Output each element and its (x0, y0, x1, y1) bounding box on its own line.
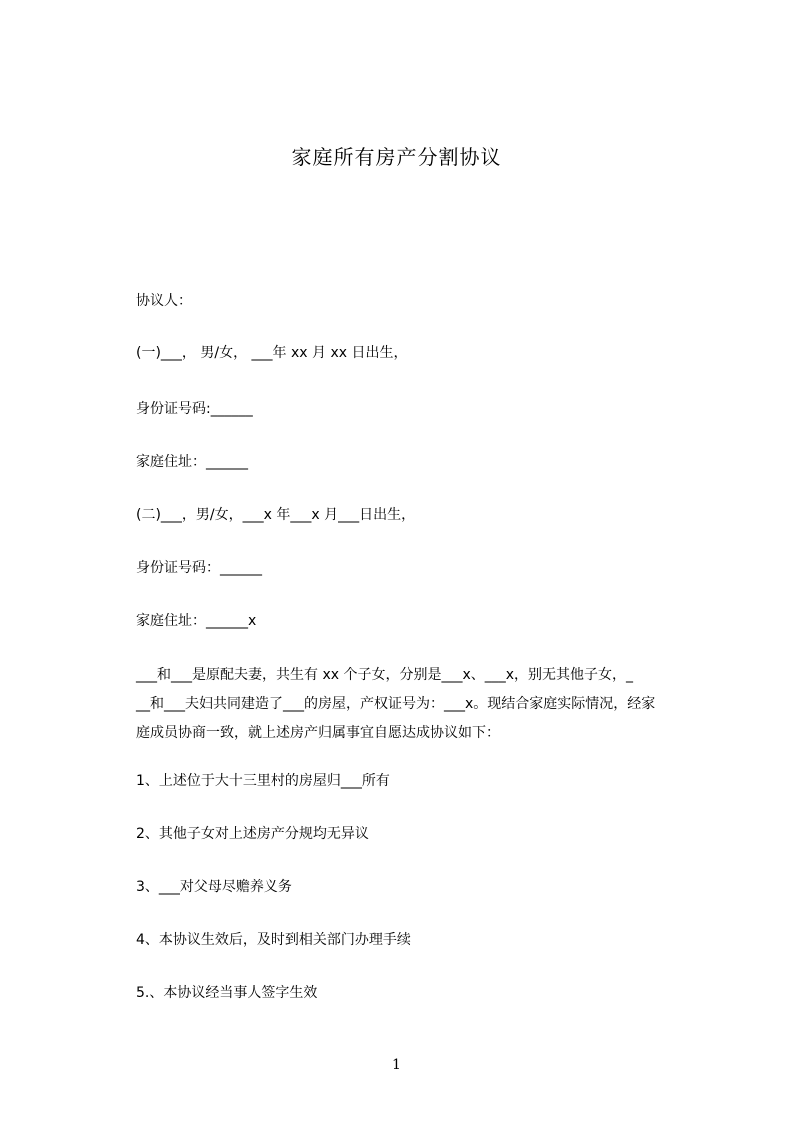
party-one-info: (一)___， 男/女， ___年 xx 月 xx 日出生， (136, 345, 408, 361)
agreement-item-3: 3、___对父母尽赡养义务 (136, 879, 292, 895)
document-title: 家庭所有房产分割协议 (291, 145, 502, 169)
paragraph-line: 庭成员协商一致，就上述房产归属事宜自愿达成协议如下： (136, 725, 500, 741)
parties-heading: 协议人： (136, 293, 192, 309)
agreement-item-2: 2、其他子女对上述房产分规均无异议 (136, 826, 369, 842)
paragraph-line: ___和___是原配夫妻，共生有 xx 个子女，分别是___x、___x，别无其他子女，_ (136, 667, 634, 683)
party-one-address: 家庭住址：______ (136, 454, 248, 470)
agreement-item-5: 5.、本协议经当事人签字生效 (136, 985, 318, 1001)
party-one-id-number: 身份证号码:______ (136, 401, 253, 417)
agreement-paragraph (136, 661, 702, 748)
agreement-item-4: 4、本协议生效后，及时到相关部门办理手续 (136, 932, 411, 948)
party-two-info: (二)___，男/女，___x 年___x 月___日出生， (136, 507, 416, 523)
agreement-item-1: 1、上述位于大十三里村的房屋归___所有 (136, 773, 390, 789)
party-two-id-number: 身份证号码：______ (136, 560, 262, 576)
party-two-address: 家庭住址：______x (136, 613, 257, 629)
paragraph-line: __和___夫妇共同建造了___的房屋，产权证号为：___x。现结合家庭实际情况，经家 (136, 696, 656, 712)
page-number: 1 (392, 1057, 401, 1073)
